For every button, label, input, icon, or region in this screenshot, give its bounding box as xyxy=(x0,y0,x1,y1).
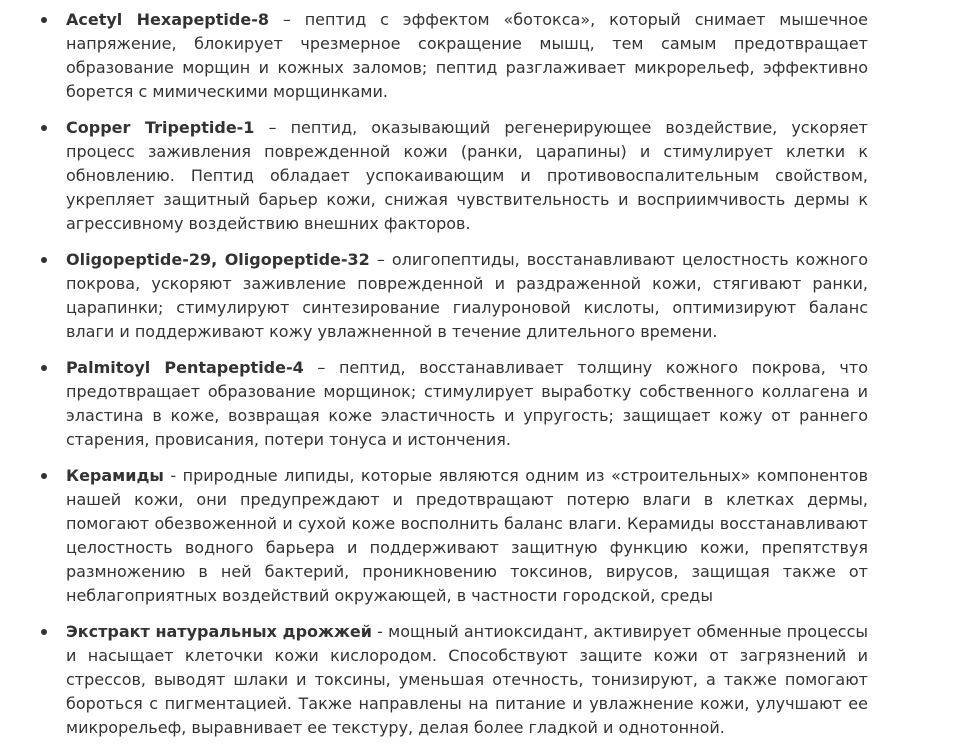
list-item xyxy=(0,116,970,236)
bullet-icon xyxy=(41,125,47,131)
list-item xyxy=(0,620,970,740)
ingredient-description: – пептид, восстанавливает толщину кожного покрова, что предотвращает образование морщинок; стимулирует выработку собственного коллагена и эластина в коже, возвращая коже эластичность и упругость; защищает кожу от раннего старения, провисания, потери тонуса и истончения. xyxy=(66,358,868,449)
bullet-icon xyxy=(41,17,47,23)
ingredient-name: Palmitoyl Pentapeptide-4 xyxy=(66,358,304,377)
list-item xyxy=(0,356,970,452)
ingredient-name: Oligopeptide-29, Oligopeptide-32 xyxy=(66,250,370,269)
bullet-icon xyxy=(41,257,47,263)
bullet-icon xyxy=(41,365,47,371)
ingredient-description: - мощный антиоксидант, активирует обменные процессы и насыщает клеточки кожи кислородом. Способствуют защите кожи от загрязнений и стрессов, выводят шлаки и токсины, уменьшая отечность, тонизируют, а также помогают бороться с пигментацией. Также направлены на питание и увлажнение кожи, улучшают ее микрорельеф, выравнивает ее текстуру, делая более гладкой и однотонной. xyxy=(66,622,869,737)
list-item xyxy=(0,8,970,104)
ingredient-name: Copper Tripeptide-1 xyxy=(66,118,255,137)
ingredient-name: Acetyl Hexapeptide-8 xyxy=(66,10,269,29)
list-item xyxy=(0,464,970,608)
bullet-icon xyxy=(41,473,47,479)
list-item xyxy=(0,248,970,344)
ingredient-description: – олигопептиды, восстанавливают целостность кожного покрова, ускоряют заживление поврежденной и раздраженной кожи, стягивают ранки, царапинки; стимулируют синтезирование гиалуроновой кислоты, оптимизируют баланс влаги и поддерживают кожу увлажненной в течение длительного времени. xyxy=(66,250,868,341)
ingredient-name: Экстракт натуральных дрожжей xyxy=(66,622,372,641)
ingredient-description: – пептид, оказывающий регенерирующее воздействие, ускоряет процесс заживления поврежденной кожи (ранки, царапины) и стимулирует клетки к обновлению. Пептид обладает успокаивающим и противовоспалительным свойством, укрепляет защитный барьер кожи, снижая чувствительность и восприимчивость дермы к агрессивному воздействию внешних факторов. xyxy=(66,118,868,233)
bullet-icon xyxy=(41,629,47,635)
ingredient-list xyxy=(0,8,970,740)
ingredient-description: – пептид с эффектом «ботокса», который снимает мышечное напряжение, блокирует чрезмерное сокращение мышц, тем самым предотвращает образование морщин и кожных заломов; пептид разглаживает микрорельеф, эффективно борется с мимическими морщинками. xyxy=(66,10,868,101)
ingredient-description: - природные липиды, которые являются одним из «строительных» компонентов нашей кожи, они предупреждают и предотвращают потерю влаги в клетках дермы, помогают обезвоженной и сухой коже восполнить баланс влаги. Керамиды восстанавливают целостность водного барьера и поддерживают защитную функцию кожи, препятствуя размножению в ней бактерий, проникновению токсинов, вирусов, защищая также от неблагоприятных воздействий окружающей, в частности городской, среды xyxy=(66,466,868,605)
ingredient-name: Керамиды xyxy=(66,466,164,485)
